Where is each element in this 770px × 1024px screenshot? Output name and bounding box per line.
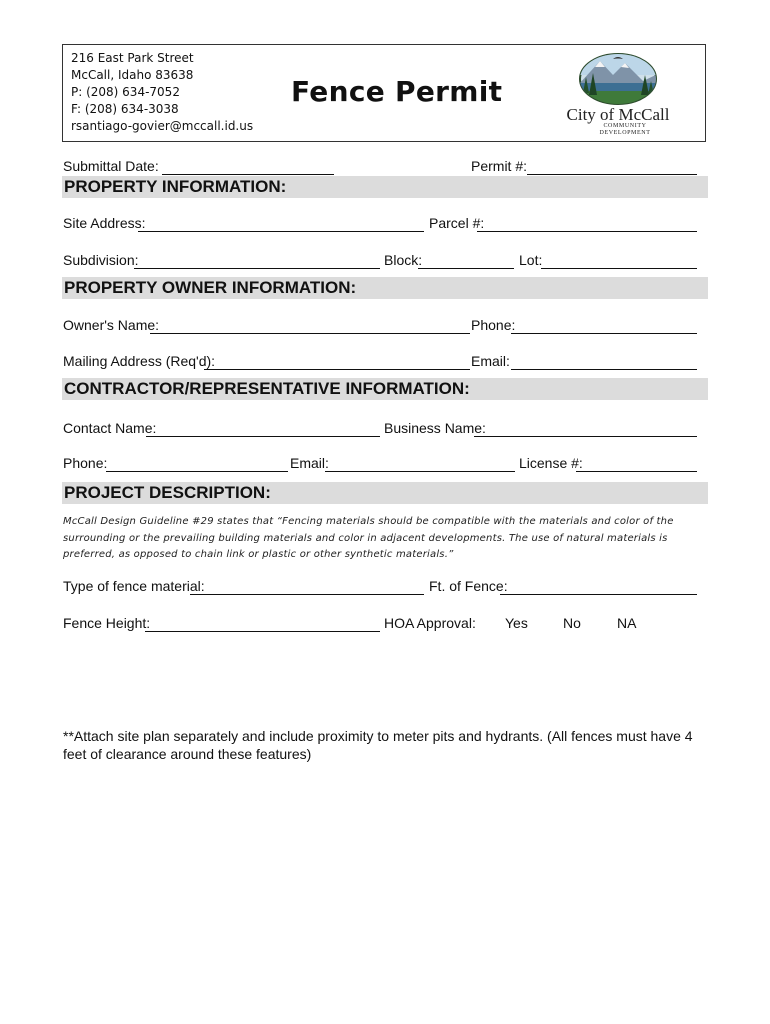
section-heading: CONTRACTOR/REPRESENTATIVE INFORMATION: [64, 379, 470, 398]
logo-sub-2: DEVELOPMENT [599, 130, 651, 136]
business-name-label: Business Name: [384, 420, 486, 436]
parcel-label: Parcel #: [429, 215, 485, 231]
fence-height-label: Fence Height: [63, 615, 151, 631]
owner-name-label: Owner's Name: [63, 317, 160, 333]
section-owner-information [62, 277, 708, 299]
block-field[interactable] [418, 268, 514, 269]
owner-phone-label: Phone: [471, 317, 516, 333]
logo-city-name: City of McCall [566, 105, 670, 124]
contractor-phone-label: Phone: [63, 455, 108, 471]
contractor-email-label: Email: [290, 455, 329, 471]
contractor-email-field[interactable] [325, 471, 515, 472]
contact-name-label: Contact Name: [63, 420, 157, 436]
contractor-phone-field[interactable] [106, 471, 288, 472]
header-box [62, 44, 706, 142]
section-property-information [62, 176, 708, 198]
permit-number-field[interactable] [527, 174, 697, 175]
address-email: rsantiago-govier@mccall.id.us [71, 119, 254, 133]
license-field[interactable] [576, 471, 697, 472]
contact-name-field[interactable] [146, 436, 380, 437]
submittal-date-label: Submittal Date: [63, 158, 159, 174]
fence-height-field[interactable] [145, 631, 380, 632]
hoa-no-option[interactable]: No [563, 615, 581, 631]
section-heading: PROPERTY OWNER INFORMATION: [64, 278, 357, 297]
address-fax: F: (208) 634-3038 [71, 102, 179, 116]
lot-field[interactable] [541, 268, 697, 269]
subdivision-label: Subdivision: [63, 252, 139, 268]
page-title: Fence Permit [291, 75, 503, 108]
owner-email-field[interactable] [511, 369, 697, 370]
fence-feet-label: Ft. of Fence: [429, 578, 508, 594]
section-project-description [62, 482, 708, 504]
site-address-field[interactable] [138, 231, 424, 232]
business-name-field[interactable] [474, 436, 697, 437]
hoa-approval-label: HOA Approval: [384, 615, 476, 631]
address-phone: P: (208) 634-7052 [71, 85, 180, 99]
fence-material-label: Type of fence material: [63, 578, 205, 594]
submittal-date-field[interactable] [162, 174, 334, 175]
city-logo [555, 53, 681, 137]
city-logo-emblem-icon [555, 53, 681, 107]
site-address-label: Site Address: [63, 215, 146, 231]
design-guideline-quote: McCall Design Guideline #29 states that “Fencing materials should be compatible with the materials and color of the surrounding or the prevailing building materials and color in adjacent developments. The use of natural materials is preferred, as opposed to chain link or plastic or other synthetic materials.” [63, 516, 674, 560]
owner-email-label: Email: [471, 353, 510, 369]
logo-department [585, 123, 665, 137]
site-plan-note: **Attach site plan separately and include proximity to meter pits and hydrants. (All fences must have 4 feet of clearance around these features) [63, 728, 693, 762]
block-label: Block: [384, 252, 423, 268]
fence-material-field[interactable] [190, 594, 424, 595]
mailing-address-field[interactable] [204, 369, 470, 370]
subdivision-field[interactable] [134, 268, 380, 269]
section-heading: PROJECT DESCRIPTION: [64, 483, 271, 502]
parcel-field[interactable] [477, 231, 697, 232]
address-street: 216 East Park Street [71, 51, 194, 65]
section-contractor-information [62, 378, 708, 400]
section-heading: PROPERTY INFORMATION: [64, 177, 287, 196]
owner-name-field[interactable] [150, 333, 470, 334]
lot-label: Lot: [519, 252, 543, 268]
hoa-yes-option[interactable]: Yes [505, 615, 528, 631]
logo-sub-1: COMMUNITY [603, 123, 647, 129]
mailing-address-label: Mailing Address (Req'd): [63, 353, 216, 369]
hoa-na-option[interactable]: NA [617, 615, 637, 631]
contact-address-block [71, 50, 253, 135]
permit-number-label: Permit #: [471, 158, 528, 174]
license-label: License #: [519, 455, 583, 471]
owner-phone-field[interactable] [511, 333, 697, 334]
fence-feet-field[interactable] [500, 594, 697, 595]
address-city: McCall, Idaho 83638 [71, 68, 194, 82]
